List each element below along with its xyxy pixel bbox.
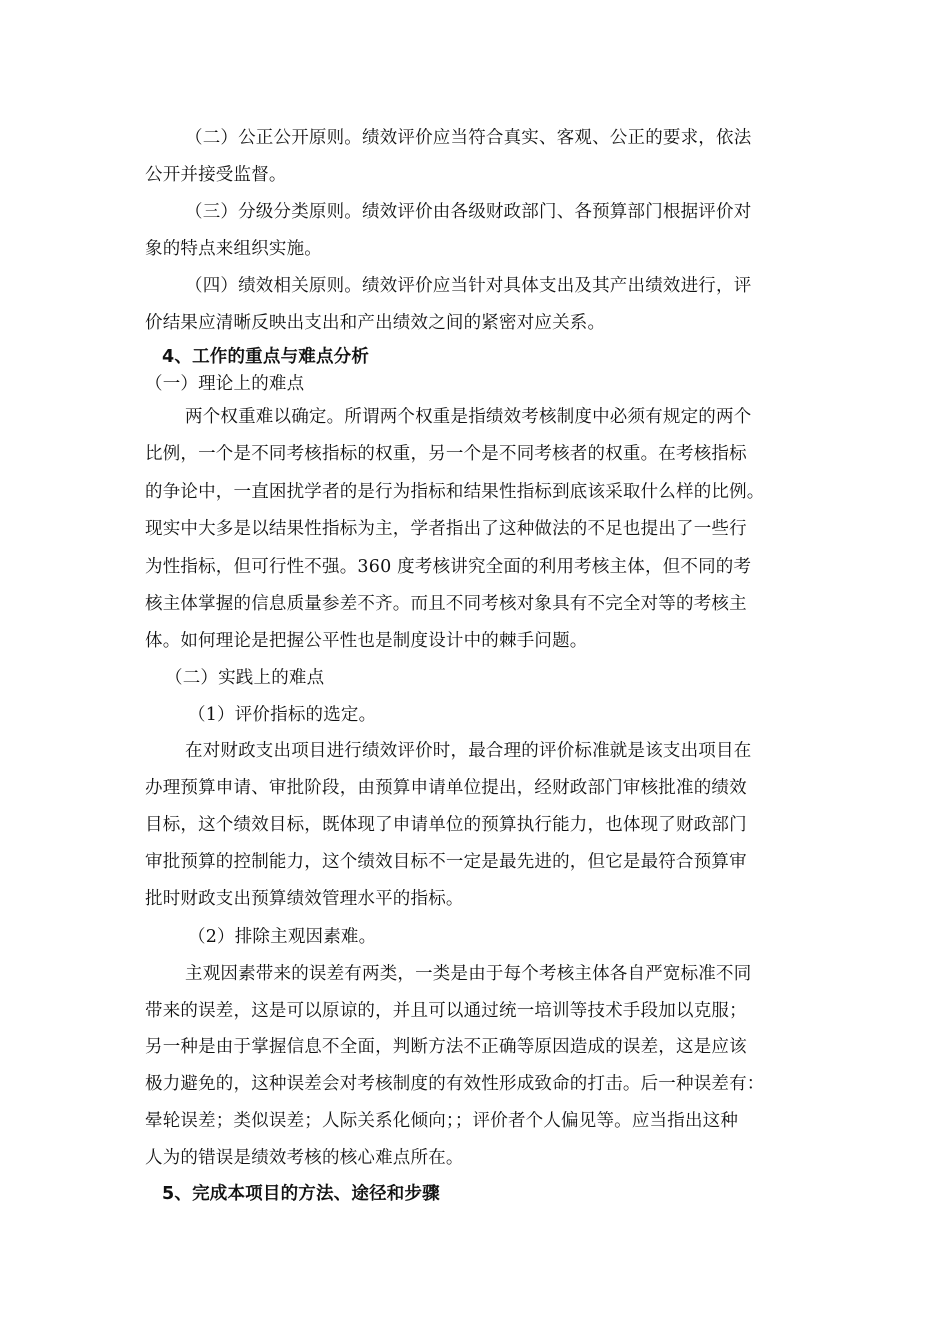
paragraph-line: （二）公正公开原则。绩效评价应当符合真实、客观、公正的要求，依法 — [185, 128, 752, 148]
paragraph-line: 核主体掌握的信息质量参差不齐。而且不同考核对象具有不完全对等的考核主 — [145, 594, 747, 614]
section-heading: 4、工作的重点与难点分析 — [162, 347, 370, 367]
paragraph-line: 公开并接受监督。 — [145, 165, 287, 185]
paragraph-line: （四）绩效相关原则。绩效评价应当针对具体支出及其产出绩效进行，评 — [185, 276, 752, 296]
subsection-heading: （一）理论上的难点 — [145, 374, 305, 394]
section-heading: 5、完成本项目的方法、途径和步骤 — [162, 1184, 440, 1204]
paragraph-line: 另一种是由于掌握信息不全面，判断方法不正确等原因造成的误差，这是应该 — [145, 1037, 747, 1057]
item-heading: （2）排除主观因素难。 — [188, 927, 377, 947]
subsection-heading: （二）实践上的难点 — [165, 668, 325, 688]
item-heading: （1）评价指标的选定。 — [188, 705, 377, 725]
paragraph-line: 体。如何理论是把握公平性也是制度设计中的棘手问题。 — [145, 631, 588, 651]
paragraph-line: 主观因素带来的误差有两类，一类是由于每个考核主体各自严宽标准不同 — [185, 964, 752, 984]
paragraph-line: 两个权重难以确定。所谓两个权重是指绩效考核制度中必须有规定的两个 — [185, 407, 752, 427]
paragraph-line: 办理预算申请、审批阶段，由预算申请单位提出，经财政部门审核批准的绩效 — [145, 778, 747, 798]
paragraph-line: 在对财政支出项目进行绩效评价时，最合理的评价标准就是该支出项目在 — [185, 741, 752, 761]
paragraph-line: 比例，一个是不同考核指标的权重，另一个是不同考核者的权重。在考核指标 — [145, 444, 747, 464]
paragraph-line: 象的特点来组织实施。 — [145, 239, 322, 259]
paragraph-line: （三）分级分类原则。绩效评价由各级财政部门、各预算部门根据评价对 — [185, 202, 752, 222]
paragraph-line: 为性指标，但可行性不强。360 度考核讲究全面的利用考核主体，但不同的考 — [145, 557, 752, 577]
paragraph-line: 审批预算的控制能力，这个绩效目标不一定是最先进的，但它是最符合预算审 — [145, 852, 747, 872]
paragraph-line: 批时财政支出预算绩效管理水平的指标。 — [145, 889, 464, 909]
paragraph-line: 带来的误差，这是可以原谅的，并且可以通过统一培训等技术手段加以克服； — [145, 1001, 747, 1021]
paragraph-line: 价结果应清晰反映出支出和产出绩效之间的紧密对应关系。 — [145, 313, 606, 333]
paragraph-line: 晕轮误差；类似误差；人际关系化倾向；；评价者个人偏见等。应当指出这种 — [145, 1111, 739, 1131]
paragraph-line: 目标，这个绩效目标，既体现了申请单位的预算执行能力，也体现了财政部门 — [145, 815, 747, 835]
paragraph-line: 极力避免的，这种误差会对考核制度的有效性形成致命的打击。后一种误差有： — [145, 1074, 765, 1094]
paragraph-line: 现实中大多是以结果性指标为主，学者指出了这种做法的不足也提出了一些行 — [145, 519, 747, 539]
paragraph-line: 人为的错误是绩效考核的核心难点所在。 — [145, 1148, 464, 1168]
paragraph-line: 的争论中，一直困扰学者的是行为指标和结果性指标到底该采取什么样的比例。 — [145, 482, 765, 502]
